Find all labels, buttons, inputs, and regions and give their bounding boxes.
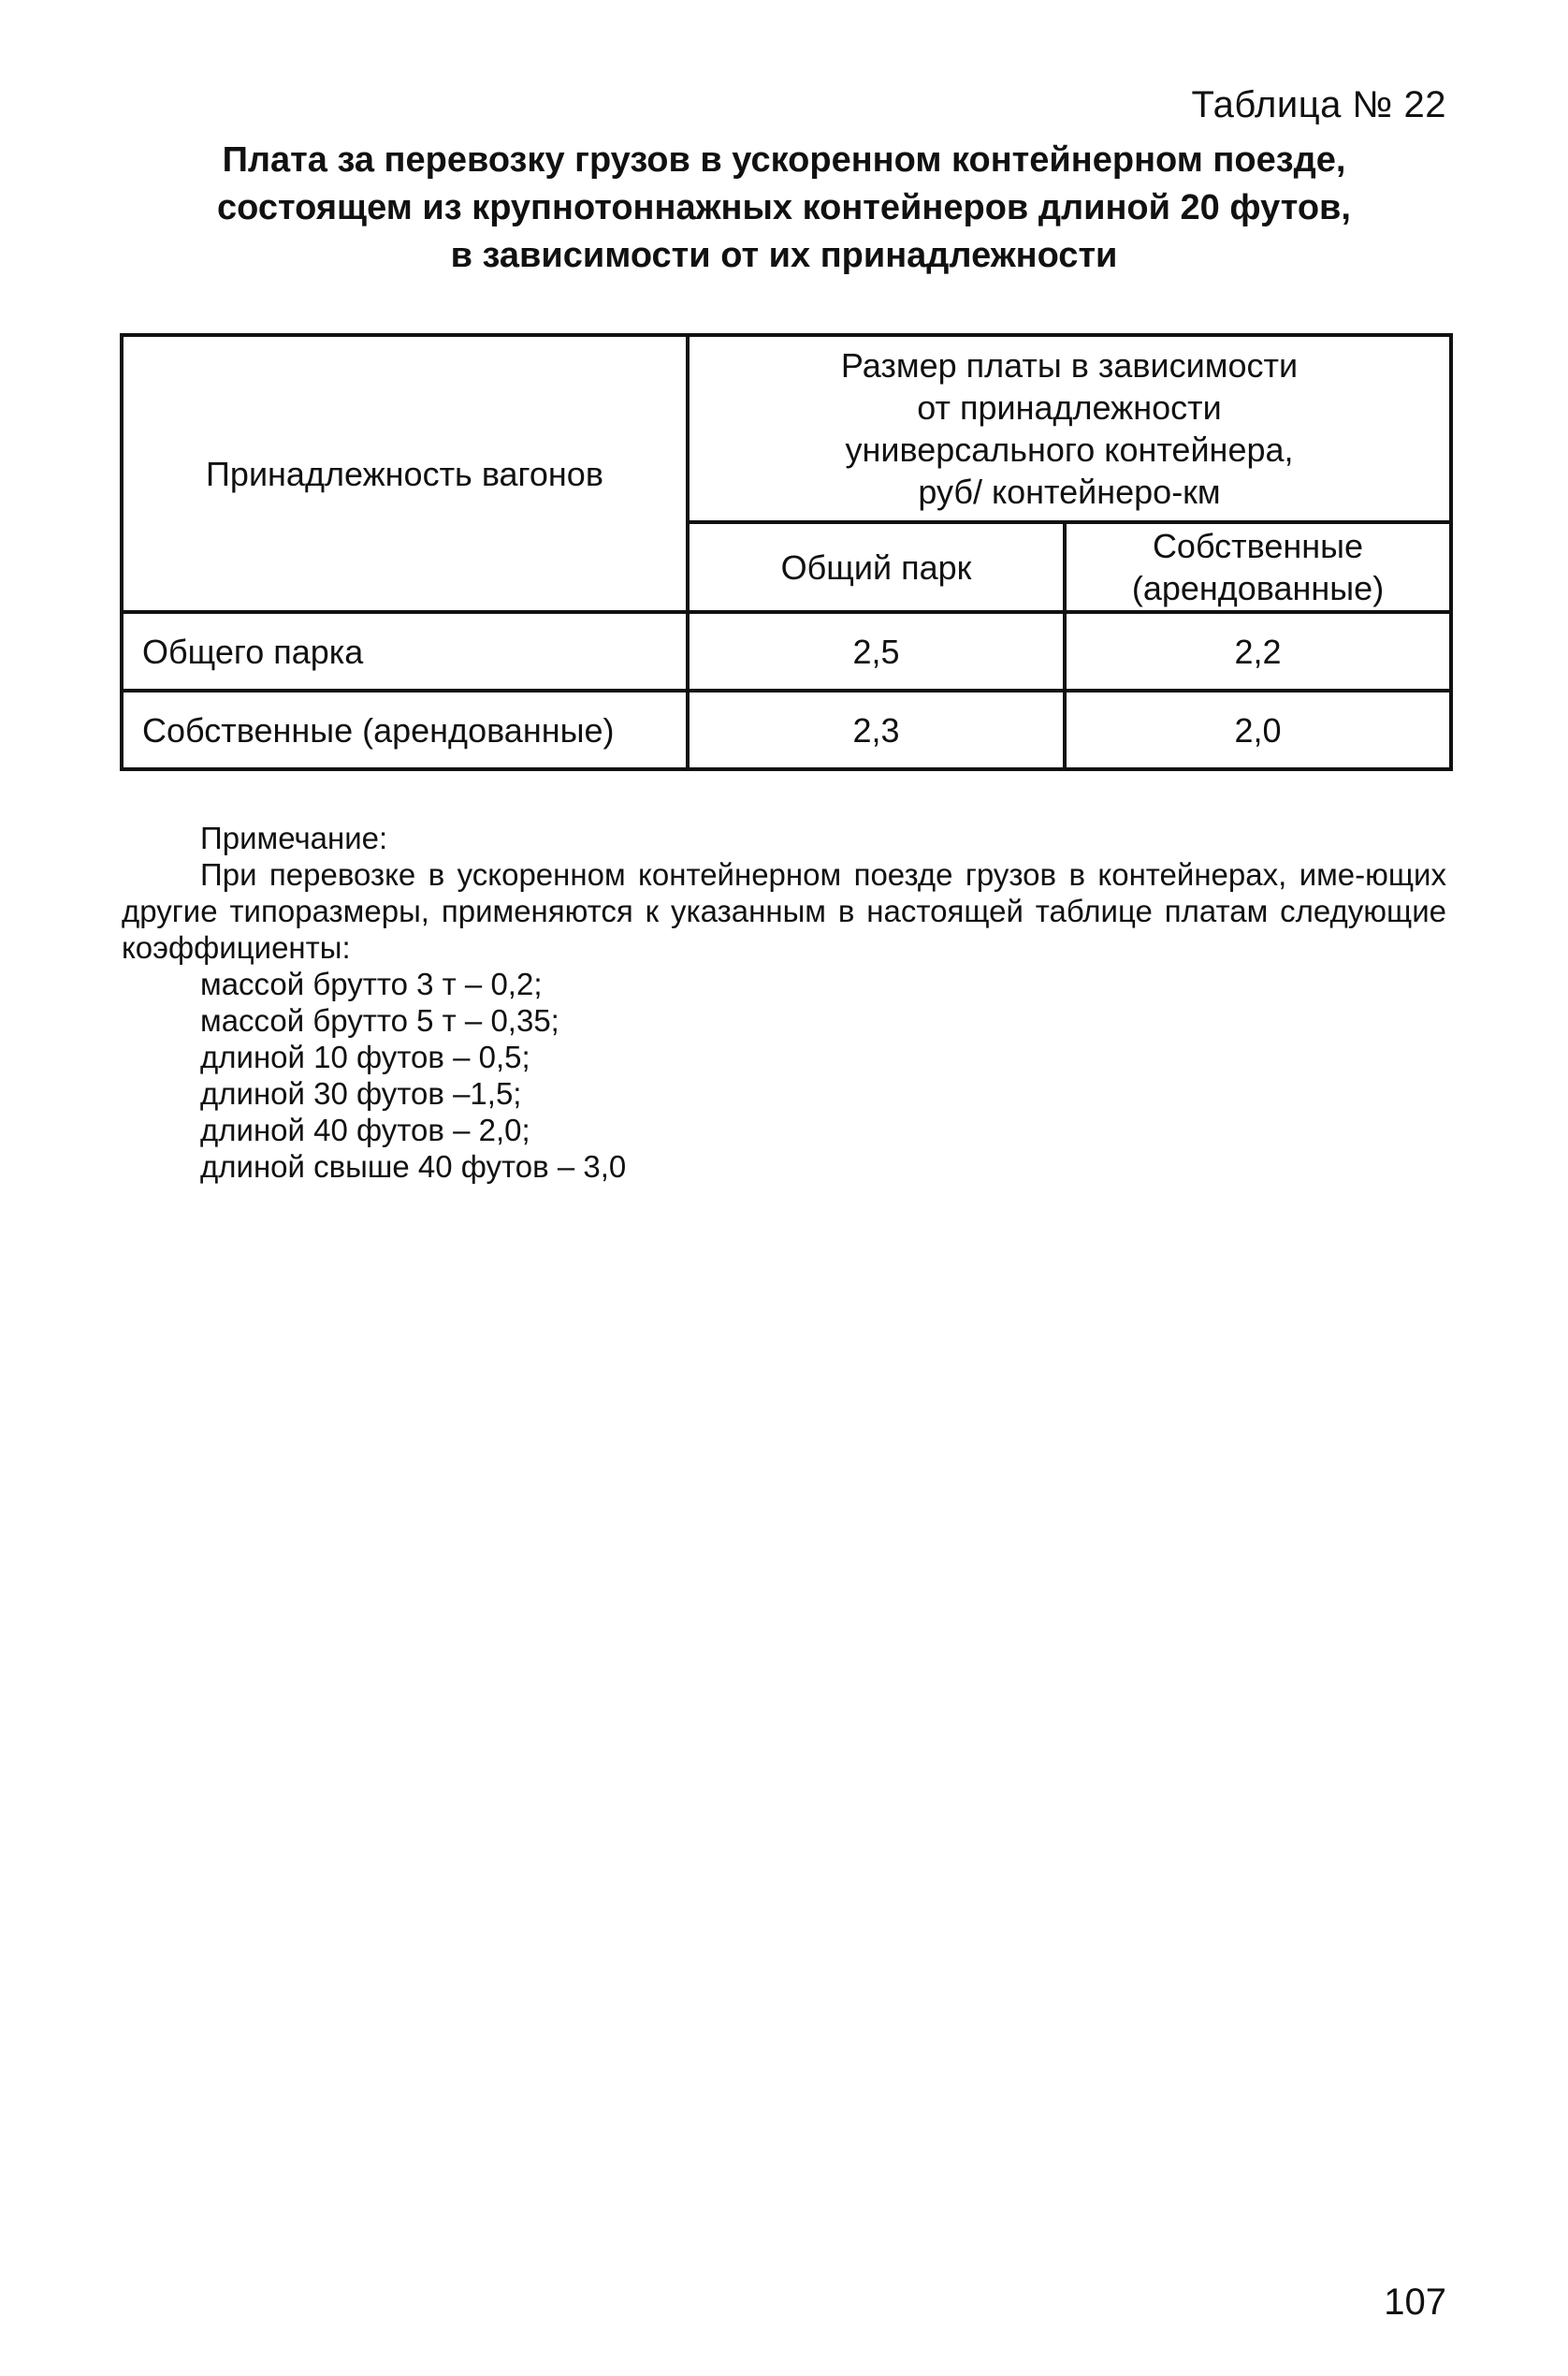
- fee-header-line-1: Размер платы в зависимости: [840, 346, 1299, 385]
- own-header-line-2: (арендованные): [1131, 569, 1385, 607]
- page-number: 107: [1384, 2281, 1446, 2323]
- list-item: длиной 10 футов – 0,5;: [200, 1040, 530, 1074]
- table-row: [122, 612, 1451, 691]
- owner-header: Принадлежность вагонов: [122, 335, 688, 612]
- note-text: При перевозке в ускоренном контейнерном поезде грузов в контейнерах, име-ющих другие типоразмеры, применяются к указанным в настоящей таблице платам следующие коэффициенты:: [122, 857, 1446, 965]
- own-value: 2,0: [1065, 691, 1451, 769]
- title-line-3: в зависимости от их принадлежности: [450, 236, 1118, 275]
- title-line-1: Плата за перевозку грузов в ускоренном контейнерном поезде,: [222, 140, 1346, 180]
- fee-header-line-3: универсального контейнера,: [845, 430, 1294, 469]
- list-item: массой брутто 5 т – 0,35;: [200, 1003, 559, 1038]
- own-value: 2,2: [1065, 612, 1451, 691]
- table-number: Таблица № 22: [1191, 84, 1446, 125]
- fee-header-line-2: от принадлежности: [917, 388, 1222, 427]
- own-header-line-1: Собственные: [1152, 527, 1364, 565]
- general-park-value: 2,3: [688, 691, 1065, 769]
- own-header: [1065, 522, 1451, 612]
- list-item: длиной 40 футов – 2,0;: [200, 1113, 530, 1147]
- fee-table: [120, 333, 1453, 771]
- coefficient-list: [122, 966, 1446, 1185]
- row-label: Общего парка: [122, 612, 688, 691]
- title-line-2: состоящем из крупнотоннажных контейнеров длиной 20 футов,: [217, 188, 1351, 227]
- general-park-value: 2,5: [688, 612, 1065, 691]
- list-item: длиной 30 футов –1,5;: [200, 1076, 522, 1111]
- list-item: длиной свыше 40 футов – 3,0: [200, 1149, 627, 1184]
- note-label: Примечание:: [200, 821, 388, 855]
- general-park-header: Общий парк: [688, 522, 1065, 612]
- fee-header: [688, 335, 1451, 522]
- list-item: массой брутто 3 т – 0,2;: [200, 967, 543, 1001]
- row-label: Собственные (арендованные): [122, 691, 688, 769]
- table-title: [122, 137, 1446, 280]
- header-row: [122, 335, 1451, 522]
- table-row: [122, 691, 1451, 769]
- note-section: [122, 820, 1446, 1185]
- fee-header-line-4: руб/ контейнеро-км: [918, 473, 1221, 511]
